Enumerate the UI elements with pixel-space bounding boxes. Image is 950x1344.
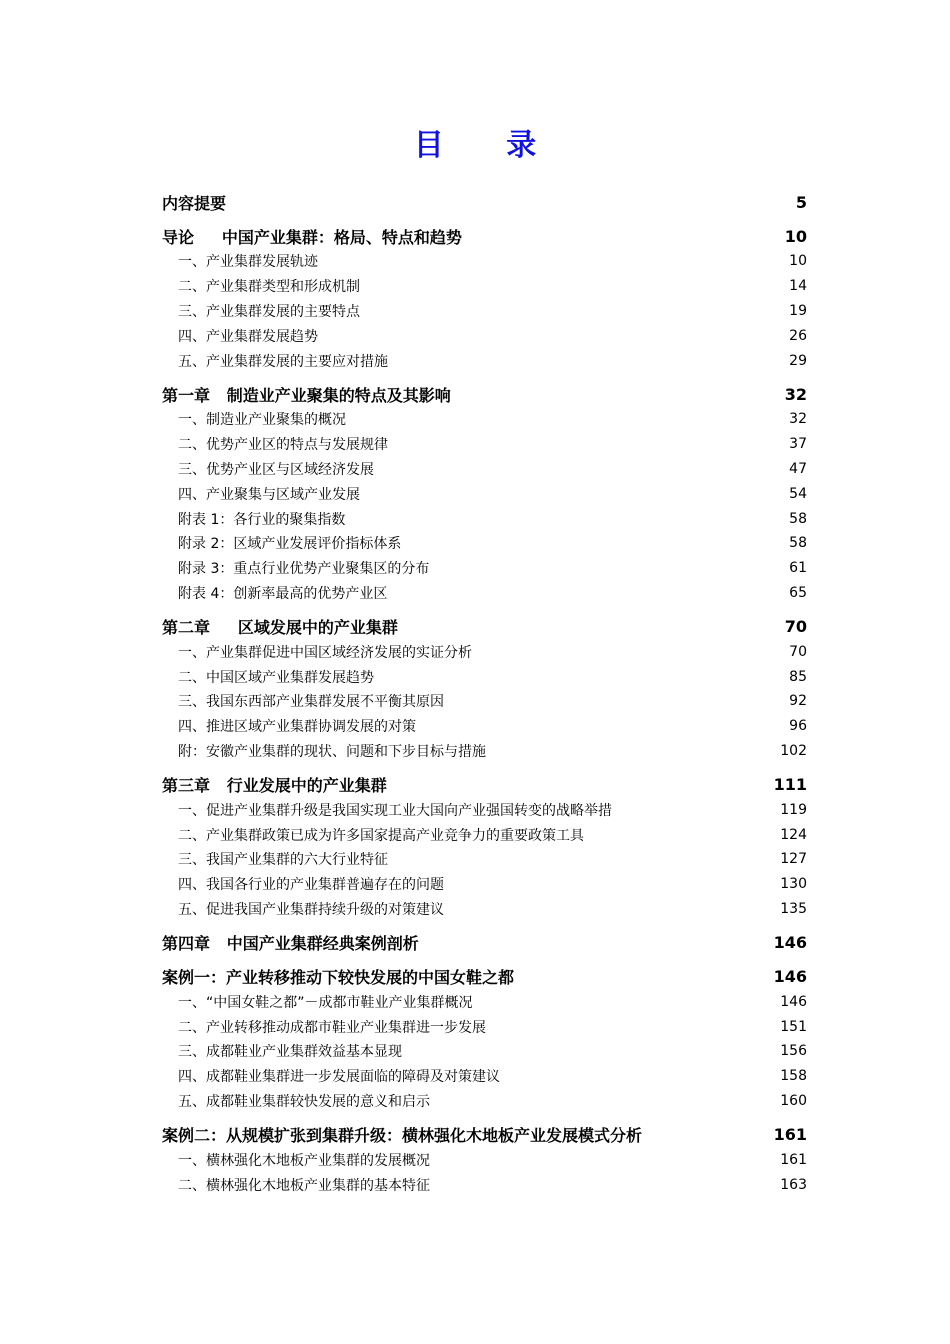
toc-subsection-entry[interactable] (162, 1147, 807, 1172)
subsection-title: 四、产业集群发展趋势 (178, 328, 318, 345)
toc-subsection-entry[interactable] (162, 822, 807, 847)
toc-subsection-entry[interactable] (162, 274, 807, 299)
toc-section-entry[interactable] (162, 614, 807, 639)
subsection-title: 一、产业集群发展轨迹 (178, 254, 318, 271)
subsection-page-number: 70 (789, 643, 807, 660)
subsection-title: 四、产业聚集与区域产业发展 (178, 486, 360, 503)
toc-subsection-entry[interactable] (162, 457, 807, 482)
toc-subsection-entry[interactable] (162, 1014, 807, 1039)
subsection-title: 一、制造业产业聚集的概况 (178, 412, 346, 429)
subsection-page-number: 58 (789, 510, 807, 527)
section-title: 案例一：产业转移推动下较快发展的中国女鞋之都 (162, 968, 515, 988)
section-page-number: 32 (784, 384, 807, 404)
toc-subsection-entry[interactable] (162, 797, 807, 822)
section-page-number: 5 (795, 193, 807, 212)
toc-subsection-entry[interactable] (162, 847, 807, 872)
toc-subsection-entry[interactable] (162, 556, 807, 581)
toc-subsection-entry[interactable] (162, 481, 807, 506)
toc-section-entry[interactable] (162, 1122, 807, 1147)
subsection-title: 三、产业集群发展的主要特点 (178, 303, 360, 320)
section-page-number: 146 (773, 967, 807, 987)
subsection-title: 五、促进我国产业集群持续升级的对策建议 (178, 901, 444, 918)
section-title: 第四章 中国产业集群经典案例剖析 (162, 934, 419, 954)
toc-subsection-entry[interactable] (162, 689, 807, 714)
subsection-title: 一、促进产业集群升级是我国实现工业大国向产业强国转变的战略举措 (178, 802, 612, 819)
toc-subsection-entry[interactable] (162, 1064, 807, 1089)
subsection-title: 附录 2：区域产业发展评价指标体系 (178, 536, 402, 553)
toc-subsection-entry[interactable] (162, 249, 807, 274)
subsection-title: 五、产业集群发展的主要应对措施 (178, 353, 388, 370)
toc-subsection-entry[interactable] (162, 581, 807, 606)
subsection-page-number: 61 (789, 560, 807, 577)
subsection-page-number: 130 (780, 876, 807, 893)
toc-subsection-entry[interactable] (162, 714, 807, 739)
subsection-title: 四、成都鞋业集群进一步发展面临的障碍及对策建议 (178, 1069, 500, 1086)
subsection-title: 四、我国各行业的产业集群普遍存在的问题 (178, 877, 444, 894)
toc-subsection-entry[interactable] (162, 872, 807, 897)
subsection-page-number: 58 (789, 535, 807, 552)
subsection-page-number: 161 (780, 1151, 807, 1168)
subsection-page-number: 158 (780, 1068, 807, 1085)
toc-subsection-entry[interactable] (162, 739, 807, 764)
subsection-page-number: 47 (789, 460, 807, 477)
subsection-page-number: 14 (789, 278, 807, 295)
section-page-number: 70 (784, 617, 807, 637)
subsection-page-number: 19 (789, 302, 807, 319)
subsection-page-number: 96 (789, 718, 807, 735)
subsection-page-number: 160 (780, 1092, 807, 1109)
subsection-title: 附表 1：各行业的聚集指数 (178, 511, 346, 528)
subsection-title: 三、成都鞋业产业集群效益基本显现 (178, 1044, 402, 1061)
toc-subsection-entry[interactable] (162, 1039, 807, 1064)
section-page-number: 111 (773, 775, 807, 795)
toc-subsection-entry[interactable] (162, 348, 807, 373)
subsection-title: 一、产业集群促进中国区域经济发展的实证分析 (178, 644, 472, 661)
subsection-page-number: 163 (780, 1176, 807, 1193)
subsection-page-number: 10 (789, 253, 807, 270)
subsection-page-number: 29 (789, 352, 807, 369)
subsection-title: 一、横林强化木地板产业集群的发展概况 (178, 1152, 430, 1169)
subsection-title: 二、优势产业区的特点与发展规律 (178, 437, 388, 454)
toc-section-entry[interactable] (162, 190, 807, 215)
toc-section-entry[interactable] (162, 224, 807, 249)
section-title: 案例二：从规模扩张到集群升级：横林强化木地板产业发展模式分析 (162, 1126, 643, 1146)
subsection-title: 附录 3：重点行业优势产业聚集区的分布 (178, 561, 430, 578)
section-title: 第三章 行业发展中的产业集群 (162, 776, 387, 796)
subsection-title: 四、推进区域产业集群协调发展的对策 (178, 719, 416, 736)
table-of-contents (162, 190, 807, 1197)
section-title: 第一章 制造业产业聚集的特点及其影响 (162, 385, 451, 405)
toc-section-entry[interactable] (162, 930, 807, 955)
toc-section-entry[interactable] (162, 772, 807, 797)
toc-subsection-entry[interactable] (162, 407, 807, 432)
subsection-title: 三、我国东西部产业集群发展不平衡其原因 (178, 694, 444, 711)
subsection-title: 附表 4：创新率最高的优势产业区 (178, 585, 388, 602)
toc-subsection-entry[interactable] (162, 664, 807, 689)
toc-subsection-entry[interactable] (162, 323, 807, 348)
toc-subsection-entry[interactable] (162, 989, 807, 1014)
page-title: 目 录 (413, 128, 563, 163)
subsection-page-number: 102 (780, 742, 807, 759)
subsection-title: 一、“中国女鞋之都”－成都市鞋业产业集群概况 (178, 994, 473, 1011)
toc-subsection-entry[interactable] (162, 506, 807, 531)
subsection-page-number: 37 (789, 436, 807, 453)
subsection-page-number: 65 (789, 584, 807, 601)
toc-subsection-entry[interactable] (162, 639, 807, 664)
subsection-title: 二、横林强化木地板产业集群的基本特征 (178, 1177, 430, 1194)
subsection-title: 二、产业集群类型和形成机制 (178, 279, 360, 296)
subsection-page-number: 124 (780, 826, 807, 843)
subsection-page-number: 119 (780, 801, 807, 818)
subsection-page-number: 146 (780, 993, 807, 1010)
toc-subsection-entry[interactable] (162, 1172, 807, 1197)
toc-section-entry[interactable] (162, 964, 807, 989)
subsection-title: 五、成都鞋业集群较快发展的意义和启示 (178, 1093, 430, 1110)
toc-subsection-entry[interactable] (162, 299, 807, 324)
subsection-title: 二、中国区域产业集群发展趋势 (178, 669, 374, 686)
subsection-title: 三、我国产业集群的六大行业特征 (178, 852, 388, 869)
section-page-number: 146 (773, 933, 807, 953)
subsection-title: 二、产业转移推动成都市鞋业产业集群进一步发展 (178, 1019, 486, 1036)
toc-section-entry[interactable] (162, 382, 807, 407)
subsection-page-number: 92 (789, 693, 807, 710)
section-title: 第二章 区域发展中的产业集群 (162, 618, 398, 638)
section-title: 导论 中国产业集群：格局、特点和趋势 (162, 228, 462, 247)
toc-subsection-entry[interactable] (162, 432, 807, 457)
subsection-page-number: 135 (780, 900, 807, 917)
subsection-page-number: 127 (780, 851, 807, 868)
subsection-title: 二、产业集群政策已成为许多国家提高产业竞争力的重要政策工具 (178, 827, 584, 844)
section-title: 内容提要 (162, 194, 227, 213)
subsection-page-number: 156 (780, 1043, 807, 1060)
subsection-page-number: 54 (789, 485, 807, 502)
subsection-page-number: 26 (789, 327, 807, 344)
subsection-title: 三、优势产业区与区域经济发展 (178, 461, 374, 478)
toc-subsection-entry[interactable] (162, 897, 807, 922)
subsection-page-number: 151 (780, 1018, 807, 1035)
section-page-number: 161 (773, 1125, 807, 1145)
section-page-number: 10 (784, 227, 807, 246)
toc-subsection-entry[interactable] (162, 531, 807, 556)
toc-subsection-entry[interactable] (162, 1089, 807, 1114)
subsection-title: 附：安徽产业集群的现状、问题和下步目标与措施 (178, 743, 486, 760)
subsection-page-number: 32 (789, 411, 807, 428)
subsection-page-number: 85 (789, 668, 807, 685)
